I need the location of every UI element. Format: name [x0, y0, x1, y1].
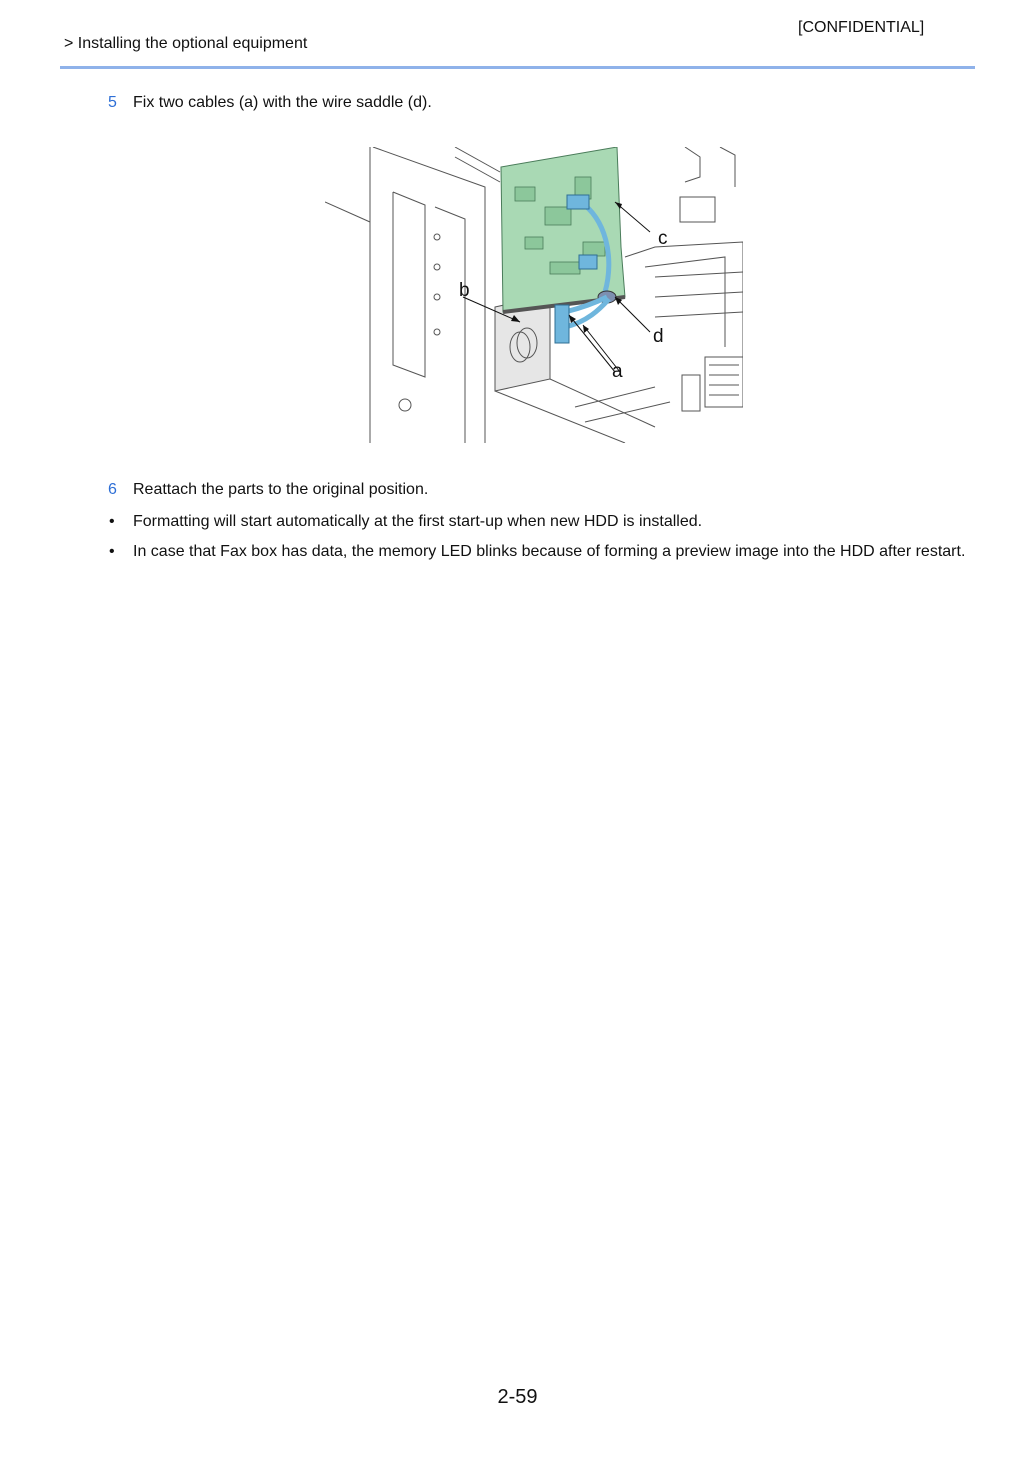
breadcrumb[interactable]: > Installing the optional equipment — [64, 35, 308, 52]
step-6 — [108, 479, 428, 501]
callout-c: c — [658, 228, 668, 249]
header-divider — [60, 66, 975, 69]
callout-d: d — [653, 326, 664, 347]
step-number: 6 — [108, 481, 117, 498]
hdd-cable-illustration — [325, 147, 743, 443]
step-text: Reattach the parts to the original position. — [133, 481, 429, 498]
note-text: In case that Fax box has data, the memory LED blinks because of forming a preview image into the HDD after restart. — [133, 543, 966, 560]
note-formatting — [108, 511, 978, 532]
note-text: Formatting will start automatically at the first start-up when new HDD is installed. — [133, 513, 703, 530]
page-number: 2-59 — [497, 1386, 538, 1408]
bullet-icon: • — [109, 513, 115, 530]
note-fax-box — [108, 541, 978, 562]
callout-a: a — [612, 361, 623, 382]
step-number: 5 — [108, 94, 117, 111]
callout-b: b — [459, 280, 470, 301]
step-text: Fix two cables (a) with the wire saddle (d). — [133, 94, 432, 111]
bullet-icon: • — [109, 543, 115, 560]
hdd-installation-figure — [325, 147, 743, 443]
step-5 — [108, 92, 432, 114]
confidential-label: [CONFIDENTIAL] — [798, 19, 925, 36]
